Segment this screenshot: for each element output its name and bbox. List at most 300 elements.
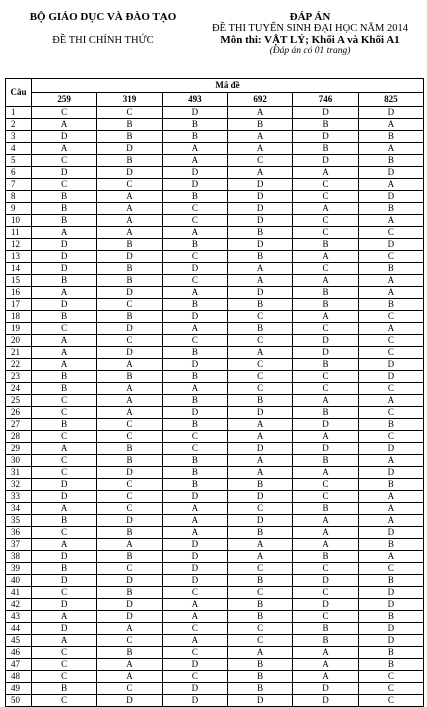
answer-cell: C <box>97 179 162 191</box>
answer-cell: C <box>32 323 97 335</box>
answer-cell: C <box>358 347 423 359</box>
answer-cell: D <box>97 143 162 155</box>
answer-cell: D <box>227 179 292 191</box>
answer-cell: A <box>97 659 162 671</box>
answer-cell: B <box>358 659 423 671</box>
answer-cell: B <box>358 263 423 275</box>
answer-cell: D <box>293 107 358 119</box>
answer-cell: A <box>32 359 97 371</box>
answer-cell: A <box>227 263 292 275</box>
answer-cell: B <box>32 203 97 215</box>
answer-cell: A <box>227 467 292 479</box>
exam-code-header: Mã đề <box>32 79 424 93</box>
table-row <box>6 203 424 215</box>
table-row <box>6 491 424 503</box>
answer-cell: A <box>32 611 97 623</box>
answer-cell: C <box>97 419 162 431</box>
question-number: 47 <box>6 659 32 671</box>
answer-cell: A <box>358 275 423 287</box>
answer-cell: D <box>293 131 358 143</box>
answer-cell: A <box>32 635 97 647</box>
table-row <box>6 479 424 491</box>
header-right <box>195 11 425 57</box>
question-number: 31 <box>6 467 32 479</box>
answer-cell: A <box>358 119 423 131</box>
answer-cell: A <box>162 143 227 155</box>
answer-cell: B <box>162 467 227 479</box>
answer-cell: B <box>32 683 97 695</box>
table-row <box>6 659 424 671</box>
question-number: 26 <box>6 407 32 419</box>
answer-cell: A <box>227 143 292 155</box>
answer-cell: D <box>162 659 227 671</box>
answer-cell: B <box>358 575 423 587</box>
answer-cell: A <box>32 347 97 359</box>
answer-cell: C <box>227 311 292 323</box>
answer-cell: A <box>358 323 423 335</box>
answer-cell: C <box>32 431 97 443</box>
answer-cell: D <box>32 131 97 143</box>
answer-cell: D <box>358 371 423 383</box>
answer-cell: C <box>32 395 97 407</box>
answer-cell: D <box>358 443 423 455</box>
answer-cell: A <box>32 335 97 347</box>
answer-cell: B <box>293 119 358 131</box>
answer-cell: A <box>293 647 358 659</box>
answer-cell: B <box>358 611 423 623</box>
answer-cell: C <box>97 431 162 443</box>
answer-cell: C <box>162 443 227 455</box>
answer-cell: A <box>97 395 162 407</box>
answer-cell: C <box>358 563 423 575</box>
answer-cell: A <box>227 167 292 179</box>
answer-cell: C <box>32 659 97 671</box>
answer-cell: C <box>293 179 358 191</box>
answer-cell: B <box>97 239 162 251</box>
answer-cell: D <box>97 251 162 263</box>
question-number: 39 <box>6 563 32 575</box>
answer-cell: C <box>227 371 292 383</box>
question-number: 50 <box>6 695 32 707</box>
page-note: (Đáp án có 01 trang) <box>269 46 351 56</box>
answer-cell: B <box>32 371 97 383</box>
answer-cell: A <box>358 143 423 155</box>
question-number: 25 <box>6 395 32 407</box>
table-row <box>6 191 424 203</box>
answer-cell: C <box>227 635 292 647</box>
table-row <box>6 695 424 707</box>
question-number: 13 <box>6 251 32 263</box>
answer-cell: A <box>293 539 358 551</box>
answer-cell: D <box>293 575 358 587</box>
answer-cell: D <box>227 239 292 251</box>
answer-cell: B <box>358 647 423 659</box>
answer-cell: B <box>32 515 97 527</box>
answer-cell: A <box>293 515 358 527</box>
table-row <box>6 527 424 539</box>
answer-cell: B <box>358 155 423 167</box>
answer-cell: B <box>162 239 227 251</box>
answer-cell: A <box>293 395 358 407</box>
answer-cell: B <box>293 551 358 563</box>
answer-cell: C <box>227 383 292 395</box>
answer-cell: A <box>162 611 227 623</box>
answer-cell: B <box>227 599 292 611</box>
table-row <box>6 563 424 575</box>
answer-cell: C <box>358 251 423 263</box>
answer-cell: B <box>358 419 423 431</box>
answer-cell: D <box>162 107 227 119</box>
answer-cell: D <box>227 443 292 455</box>
question-number: 10 <box>6 215 32 227</box>
answer-cell: A <box>162 323 227 335</box>
answer-cell: A <box>97 203 162 215</box>
answer-cell: B <box>293 287 358 299</box>
table-row <box>6 419 424 431</box>
answer-cell: D <box>358 239 423 251</box>
answer-cell: C <box>32 107 97 119</box>
answer-cell: D <box>97 611 162 623</box>
question-number: 45 <box>6 635 32 647</box>
question-number: 29 <box>6 443 32 455</box>
question-number: 42 <box>6 599 32 611</box>
table-row <box>6 215 424 227</box>
answer-cell: D <box>358 359 423 371</box>
answer-cell: B <box>97 275 162 287</box>
answer-cell: A <box>293 203 358 215</box>
answer-cell: C <box>32 695 97 707</box>
question-number: 2 <box>6 119 32 131</box>
answer-cell: D <box>293 335 358 347</box>
answer-cell: B <box>97 311 162 323</box>
answer-cell: A <box>227 431 292 443</box>
answer-cell: C <box>227 155 292 167</box>
answer-cell: C <box>162 203 227 215</box>
answer-cell: B <box>293 503 358 515</box>
exam-name: ĐỀ THI TUYỂN SINH ĐẠI HỌC NĂM 2014 <box>212 23 408 34</box>
answer-cell: D <box>358 191 423 203</box>
table-row <box>6 263 424 275</box>
answer-cell: C <box>97 503 162 515</box>
answer-cell: A <box>32 443 97 455</box>
answer-cell: C <box>97 107 162 119</box>
answer-cell: D <box>32 551 97 563</box>
answer-cell: B <box>293 239 358 251</box>
table-row <box>6 143 424 155</box>
question-number: 6 <box>6 167 32 179</box>
answer-cell: B <box>358 299 423 311</box>
answer-cell: D <box>358 587 423 599</box>
table-row <box>6 335 424 347</box>
answer-cell: C <box>293 263 358 275</box>
answer-cell: B <box>97 263 162 275</box>
exam-code-746: 746 <box>293 93 358 107</box>
answer-cell: A <box>293 671 358 683</box>
table-row <box>6 251 424 263</box>
answer-cell: D <box>358 107 423 119</box>
answer-cell: C <box>358 431 423 443</box>
question-number: 34 <box>6 503 32 515</box>
answer-cell: C <box>162 251 227 263</box>
answer-cell: A <box>358 287 423 299</box>
answer-cell: D <box>97 575 162 587</box>
answer-cell: B <box>227 323 292 335</box>
table-row <box>6 515 424 527</box>
answer-cell: D <box>358 635 423 647</box>
answer-cell: D <box>358 599 423 611</box>
table-row <box>6 647 424 659</box>
answer-cell: B <box>162 191 227 203</box>
answer-cell: B <box>97 443 162 455</box>
answer-cell: B <box>358 203 423 215</box>
answer-cell: D <box>32 251 97 263</box>
answer-cell: C <box>97 563 162 575</box>
answer-cell: B <box>32 419 97 431</box>
answer-cell: C <box>293 563 358 575</box>
answer-cell: B <box>97 647 162 659</box>
table-row <box>6 239 424 251</box>
answer-cell: C <box>293 323 358 335</box>
answer-cell: B <box>293 359 358 371</box>
table-row <box>6 443 424 455</box>
answer-cell: A <box>227 539 292 551</box>
table-row <box>6 299 424 311</box>
table-row <box>6 575 424 587</box>
question-number: 14 <box>6 263 32 275</box>
answer-cell: D <box>162 407 227 419</box>
question-number: 41 <box>6 587 32 599</box>
answer-cell: A <box>162 383 227 395</box>
question-number: 17 <box>6 299 32 311</box>
question-number: 46 <box>6 647 32 659</box>
question-number: 7 <box>6 179 32 191</box>
answer-cell: D <box>293 599 358 611</box>
answer-cell: C <box>162 275 227 287</box>
answer-cell: A <box>293 431 358 443</box>
answer-cell: C <box>97 491 162 503</box>
answer-cell: C <box>32 179 97 191</box>
answer-cell: B <box>162 347 227 359</box>
answer-cell: A <box>32 143 97 155</box>
answer-cell: B <box>32 563 97 575</box>
answer-cell: C <box>32 671 97 683</box>
answer-cell: A <box>227 419 292 431</box>
table-row <box>6 227 424 239</box>
exam-code-692: 692 <box>227 93 292 107</box>
answer-cell: B <box>358 539 423 551</box>
answer-cell: B <box>227 251 292 263</box>
table-row <box>6 623 424 635</box>
answer-cell: A <box>97 359 162 371</box>
answer-cell: D <box>358 167 423 179</box>
answer-cell: C <box>162 431 227 443</box>
answer-cell: D <box>227 287 292 299</box>
table-row <box>6 359 424 371</box>
answer-cell: B <box>227 683 292 695</box>
answer-cell: B <box>227 659 292 671</box>
answer-cell: B <box>97 527 162 539</box>
answer-cell: A <box>32 287 97 299</box>
answer-cell: C <box>97 683 162 695</box>
answer-cell: A <box>358 503 423 515</box>
answer-cell: B <box>293 455 358 467</box>
answer-cell: B <box>227 671 292 683</box>
answer-cell: D <box>358 623 423 635</box>
exam-code-493: 493 <box>162 93 227 107</box>
subject-line: Môn thi: VẬT LÝ; Khối A và Khối A1 <box>220 34 400 46</box>
answer-cell: B <box>293 407 358 419</box>
answer-cell: C <box>162 587 227 599</box>
answer-cell: A <box>162 155 227 167</box>
question-number: 44 <box>6 623 32 635</box>
answer-cell: A <box>97 383 162 395</box>
question-number: 21 <box>6 347 32 359</box>
answer-cell: A <box>293 311 358 323</box>
question-number: 19 <box>6 323 32 335</box>
answer-cell: C <box>162 215 227 227</box>
answer-cell: B <box>97 455 162 467</box>
answer-cell: D <box>162 263 227 275</box>
answer-cell: A <box>358 515 423 527</box>
question-number: 35 <box>6 515 32 527</box>
question-number: 9 <box>6 203 32 215</box>
answer-cell: D <box>162 179 227 191</box>
answer-cell: C <box>32 527 97 539</box>
table-row <box>6 407 424 419</box>
answer-cell: D <box>32 575 97 587</box>
answer-cell: C <box>227 563 292 575</box>
answer-cell: D <box>227 215 292 227</box>
answer-cell: C <box>227 623 292 635</box>
answer-cell: D <box>97 467 162 479</box>
answer-cell: B <box>97 119 162 131</box>
table-row <box>6 395 424 407</box>
answer-cell: A <box>32 539 97 551</box>
answer-cell: B <box>227 575 292 587</box>
answer-cell: D <box>293 347 358 359</box>
ministry-name: BỘ GIÁO DỤC VÀ ĐÀO TẠO <box>29 11 177 23</box>
answer-cell: C <box>97 635 162 647</box>
answer-cell: D <box>32 599 97 611</box>
answer-cell: B <box>97 587 162 599</box>
answer-cell: A <box>162 503 227 515</box>
answer-cell: D <box>162 167 227 179</box>
answer-cell: C <box>162 335 227 347</box>
answer-cell: A <box>162 227 227 239</box>
question-column-header: Câu <box>6 79 32 107</box>
answer-cell: C <box>227 587 292 599</box>
table-row <box>6 371 424 383</box>
answer-cell: A <box>293 527 358 539</box>
answer-cell: A <box>227 131 292 143</box>
answer-cell: A <box>162 527 227 539</box>
answer-cell: D <box>97 167 162 179</box>
table-row <box>6 155 424 167</box>
answer-cell: D <box>358 467 423 479</box>
answer-cell: A <box>97 623 162 635</box>
answer-cell: D <box>32 623 97 635</box>
answer-cell: A <box>358 491 423 503</box>
table-row <box>6 635 424 647</box>
answer-cell: B <box>358 131 423 143</box>
answer-cell: C <box>358 311 423 323</box>
question-number: 23 <box>6 371 32 383</box>
answer-cell: B <box>32 215 97 227</box>
answer-cell: A <box>358 455 423 467</box>
answer-cell: A <box>358 179 423 191</box>
header-left <box>8 11 198 46</box>
answer-cell: D <box>162 359 227 371</box>
answer-cell: D <box>97 515 162 527</box>
answer-cell: B <box>227 395 292 407</box>
answer-cell: B <box>32 191 97 203</box>
table-row <box>6 275 424 287</box>
answer-cell: C <box>358 227 423 239</box>
question-number: 8 <box>6 191 32 203</box>
answer-cell: C <box>358 383 423 395</box>
answer-cell: B <box>97 131 162 143</box>
answer-cell: A <box>227 647 292 659</box>
answer-cell: B <box>97 551 162 563</box>
answer-cell: C <box>97 335 162 347</box>
answer-cell: B <box>227 227 292 239</box>
question-number: 11 <box>6 227 32 239</box>
table-row <box>6 503 424 515</box>
answer-cell: D <box>32 479 97 491</box>
answer-cell: A <box>358 551 423 563</box>
answer-cell: D <box>293 419 358 431</box>
table-row <box>6 167 424 179</box>
answer-cell: A <box>227 347 292 359</box>
answer-cell: B <box>162 299 227 311</box>
answer-table <box>5 78 424 707</box>
answer-cell: C <box>162 623 227 635</box>
answer-cell: D <box>97 599 162 611</box>
answer-cell: C <box>358 407 423 419</box>
answer-cell: D <box>32 299 97 311</box>
table-row <box>6 347 424 359</box>
answer-cell: B <box>32 311 97 323</box>
answer-cell: C <box>293 611 358 623</box>
table-row <box>6 467 424 479</box>
answer-cell: D <box>32 491 97 503</box>
answer-cell: B <box>227 611 292 623</box>
answer-cell: B <box>162 479 227 491</box>
question-number: 18 <box>6 311 32 323</box>
answer-cell: A <box>293 275 358 287</box>
question-number: 49 <box>6 683 32 695</box>
answer-cell: C <box>293 479 358 491</box>
answer-cell: D <box>293 443 358 455</box>
answer-cell: B <box>227 479 292 491</box>
answer-cell: B <box>162 131 227 143</box>
answer-cell: D <box>162 311 227 323</box>
answer-cell: A <box>162 599 227 611</box>
table-row <box>6 431 424 443</box>
answer-cell: C <box>162 647 227 659</box>
table-row <box>6 599 424 611</box>
answer-cell: A <box>358 395 423 407</box>
answer-cell: B <box>227 299 292 311</box>
answer-cell: D <box>162 551 227 563</box>
answer-cell: D <box>32 167 97 179</box>
exam-code-259: 259 <box>32 93 97 107</box>
answer-cell: C <box>32 407 97 419</box>
answer-cell: D <box>32 239 97 251</box>
exam-code-825: 825 <box>358 93 423 107</box>
table-row <box>6 551 424 563</box>
answer-cell: D <box>227 695 292 707</box>
